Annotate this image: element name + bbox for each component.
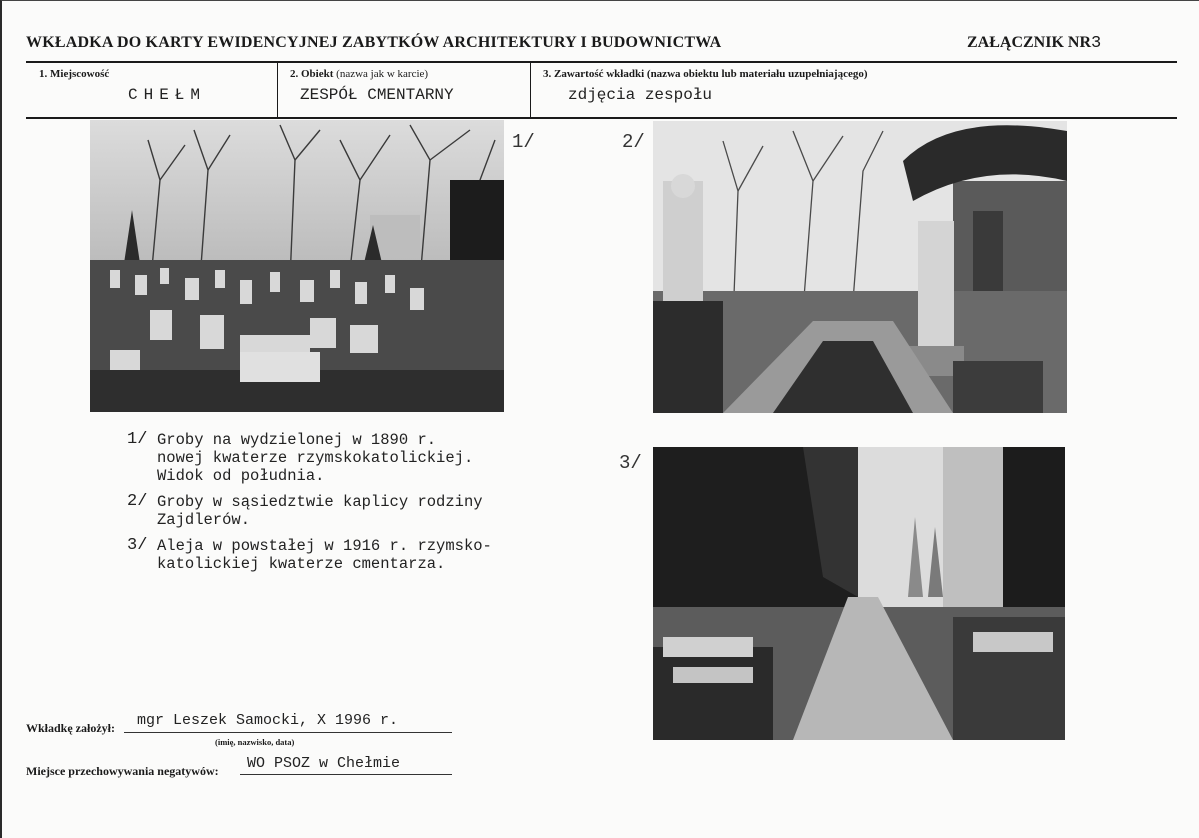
founder-value: mgr Leszek Samocki, X 1996 r. [137,712,399,729]
photo-2-number: 2/ [622,131,645,153]
caption-3-number: 3/ [127,536,148,555]
photo-captions [127,431,492,581]
caption-1-line-3: Widok od południa. [157,467,325,485]
caption-1-line-2: nowej kwaterze rzymskokatolickiej. [157,449,474,467]
annex-label-text: ZAŁĄCZNIK NR [967,34,1092,51]
photo-1-number: 1/ [512,131,535,153]
content-label-note: (nazwa obiektu lub materiału uzupełniającego) [646,68,868,80]
header-rule-bottom [26,117,1177,119]
object-label-note: (nazwa jak w karcie) [336,68,429,80]
caption-2-number: 2/ [127,492,148,511]
object-value: ZESPÓŁ CMENTARNY [300,86,454,104]
caption-3-line-2: katolickiej kwaterze cmentarza. [157,555,446,573]
caption-2 [127,493,492,529]
photo-1-cemetery-graves [90,120,504,412]
storage-value: WO PSOZ w Chełmie [247,755,401,772]
photo-2-chapel-monuments [653,121,1067,413]
header-rule-top [26,61,1177,63]
object-label [290,68,428,80]
field-divider-1 [277,63,278,117]
object-label-text: 2. Obiekt [290,68,334,80]
caption-1-number: 1/ [127,430,148,449]
annex-label [967,34,1101,53]
content-label [543,68,868,80]
caption-1-line-1: Groby na wydzielonej w 1890 r. [157,431,437,449]
photo-3-cemetery-alley [653,447,1065,740]
annex-number: 3 [1091,34,1102,53]
caption-3-line-1: Aleja w powstałej w 1916 r. rzymsko- [157,537,492,555]
founder-note: (imię, nazwisko, data) [215,737,295,747]
content-value: zdjęcia zespołu [568,86,713,104]
place-label: 1. Miejscowość [39,68,110,80]
caption-3 [127,537,492,573]
caption-2-line-2: Zajdlerów. [157,511,251,529]
photo-3-number: 3/ [619,452,642,474]
field-divider-2 [530,63,531,117]
founder-underline [124,732,452,733]
caption-2-line-1: Groby w sąsiedztwie kaplicy rodziny [157,493,483,511]
storage-underline [240,774,452,775]
place-value: CHEŁM [128,86,207,104]
storage-label: Miejsce przechowywania negatywów: [26,764,219,778]
founder-label: Wkładkę założył: [26,721,115,735]
caption-1 [127,431,492,485]
card-title: WKŁADKA DO KARTY EWIDENCYJNEJ ZABYTKÓW ARCHITEKTURY I BUDOWNICTWA [26,34,722,51]
content-label-text: 3. Zawartość wkładki [543,68,645,80]
